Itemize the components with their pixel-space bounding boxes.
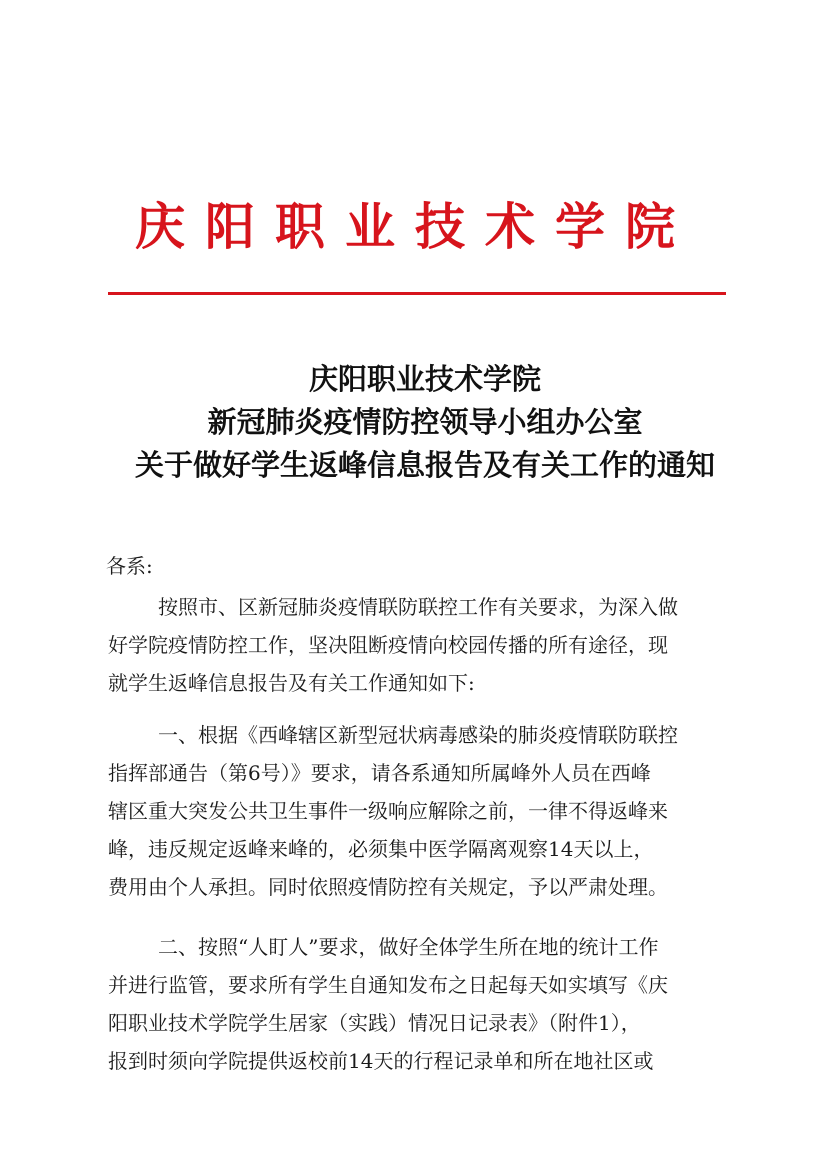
paragraph-line: 阳职业技术学院学生居家（实践）情况日记录表》（附件1）， bbox=[108, 1011, 641, 1035]
paragraph-line: 好学院疫情防控工作，坚决阻断疫情向校园传播的所有途径，现 bbox=[108, 633, 668, 657]
paragraph-item-1 bbox=[108, 716, 748, 906]
paragraph-item-2 bbox=[108, 928, 748, 1080]
paragraph-line: 辖区重大突发公共卫生事件一级响应解除之前，一律不得返峰来 bbox=[108, 799, 668, 823]
paragraph-line: 指挥部通告（第6号）》要求，请各系通知所属峰外人员在西峰 bbox=[108, 761, 651, 785]
paragraph-line: 费用由个人承担。同时依照疫情防控有关规定，予以严肃处理。 bbox=[108, 875, 668, 899]
salutation: 各系: bbox=[106, 554, 153, 578]
letterhead-red-rule bbox=[108, 292, 726, 295]
paragraph-line: 按照市、区新冠肺炎疫情联防联控工作有关要求，为深入做 bbox=[158, 595, 678, 619]
paragraph-line: 报到时须向学院提供返校前14天的行程记录单和所在地社区或 bbox=[108, 1049, 654, 1073]
paragraph-line: 峰，违反规定返峰来峰的，必须集中医学隔离观察14天以上， bbox=[108, 837, 654, 861]
title-line-1: 庆阳职业技术学院 bbox=[308, 362, 541, 396]
paragraph-line: 就学生返峰信息报告及有关工作通知如下: bbox=[108, 671, 475, 695]
paragraph-line: 并进行监管，要求所有学生自通知发布之日起每天如实填写《庆 bbox=[108, 973, 668, 997]
paragraph-line: 一、根据《西峰辖区新型冠状病毒感染的肺炎疫情联防联控 bbox=[158, 723, 678, 747]
title-line-3: 关于做好学生返峰信息报告及有关工作的通知 bbox=[134, 448, 715, 482]
paragraph-intro bbox=[108, 588, 748, 702]
notice-title bbox=[60, 358, 790, 487]
letterhead-organization: 庆阳职业技术学院 bbox=[135, 197, 695, 256]
title-line-2: 新冠肺炎疫情防控领导小组办公室 bbox=[207, 405, 643, 439]
paragraph-line: 二、按照“人盯人”要求，做好全体学生所在地的统计工作 bbox=[158, 935, 659, 959]
